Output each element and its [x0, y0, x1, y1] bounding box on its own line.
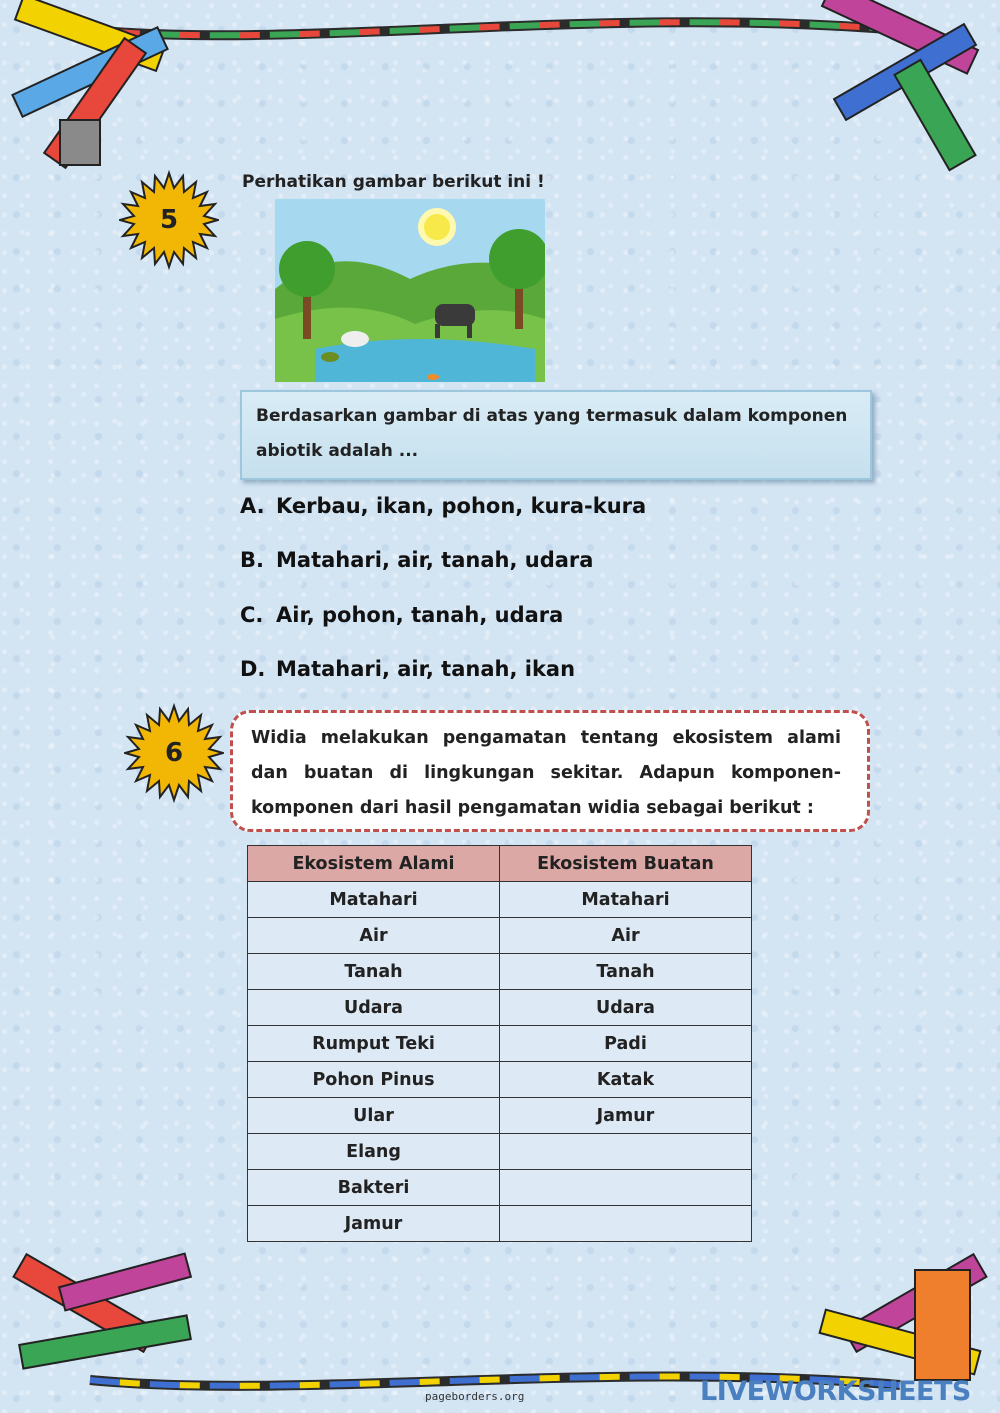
table-header-row — [248, 846, 752, 882]
table-cell — [500, 1206, 752, 1242]
option-text: Matahari, air, tanah, udara — [276, 548, 594, 572]
table-cell: Padi — [500, 1026, 752, 1062]
table-row — [248, 1026, 752, 1062]
table-cell: Elang — [248, 1134, 500, 1170]
table-row — [248, 1170, 752, 1206]
table-cell: Jamur — [248, 1206, 500, 1242]
option-a[interactable] — [240, 494, 646, 518]
option-text: Matahari, air, tanah, ikan — [276, 657, 576, 681]
table-cell: Udara — [500, 990, 752, 1026]
table-cell: Matahari — [500, 882, 752, 918]
table-cell: Udara — [248, 990, 500, 1026]
header-cell: Ekosistem Alami — [248, 846, 500, 882]
ecosystem-table — [247, 845, 752, 1242]
table-row — [248, 1062, 752, 1098]
table-row — [248, 1098, 752, 1134]
table-cell — [500, 1134, 752, 1170]
ecosystem-illustration — [275, 199, 545, 382]
table-cell — [500, 1170, 752, 1206]
question-5-box: Berdasarkan gambar di atas yang termasuk dalam komponen abiotik adalah ... — [240, 390, 872, 480]
question-5-badge — [119, 170, 219, 270]
table-cell: Air — [500, 918, 752, 954]
option-letter: A. — [240, 494, 265, 518]
liveworksheets-watermark: LIVEWORKSHEETS — [700, 1376, 971, 1407]
question-6-badge — [124, 703, 224, 803]
option-text: Kerbau, ikan, pohon, kura-kura — [276, 494, 647, 518]
option-b[interactable] — [240, 548, 593, 572]
option-c[interactable] — [240, 603, 563, 627]
table-row — [248, 954, 752, 990]
header-cell: Ekosistem Buatan — [500, 846, 752, 882]
table-cell: Rumput Teki — [248, 1026, 500, 1062]
question-number: 6 — [164, 738, 184, 768]
question-number: 5 — [159, 205, 179, 235]
table-row — [248, 882, 752, 918]
option-text: Air, pohon, tanah, udara — [276, 603, 564, 627]
table-cell: Matahari — [248, 882, 500, 918]
option-letter: B. — [240, 548, 264, 572]
table-row — [248, 1134, 752, 1170]
table-cell: Air — [248, 918, 500, 954]
table-cell: Pohon Pinus — [248, 1062, 500, 1098]
option-d[interactable] — [240, 657, 575, 681]
option-letter: C. — [240, 603, 264, 627]
table-cell: Bakteri — [248, 1170, 500, 1206]
table-cell: Katak — [500, 1062, 752, 1098]
table-cell: Tanah — [248, 954, 500, 990]
instruction-text: Perhatikan gambar berikut ini ! — [242, 172, 545, 192]
border-credit: pageborders.org — [425, 1390, 525, 1403]
table-row — [248, 990, 752, 1026]
table-cell: Tanah — [500, 954, 752, 990]
option-letter: D. — [240, 657, 266, 681]
question-6-box: Widia melakukan pengamatan tentang ekosistem alami dan buatan di lingkungan sekitar. Adapun komponen-komponen dari hasil pengamatan widia sebagai berikut : — [230, 710, 870, 832]
table-cell: Jamur — [500, 1098, 752, 1134]
table-row — [248, 918, 752, 954]
table-cell: Ular — [248, 1098, 500, 1134]
table-row — [248, 1206, 752, 1242]
